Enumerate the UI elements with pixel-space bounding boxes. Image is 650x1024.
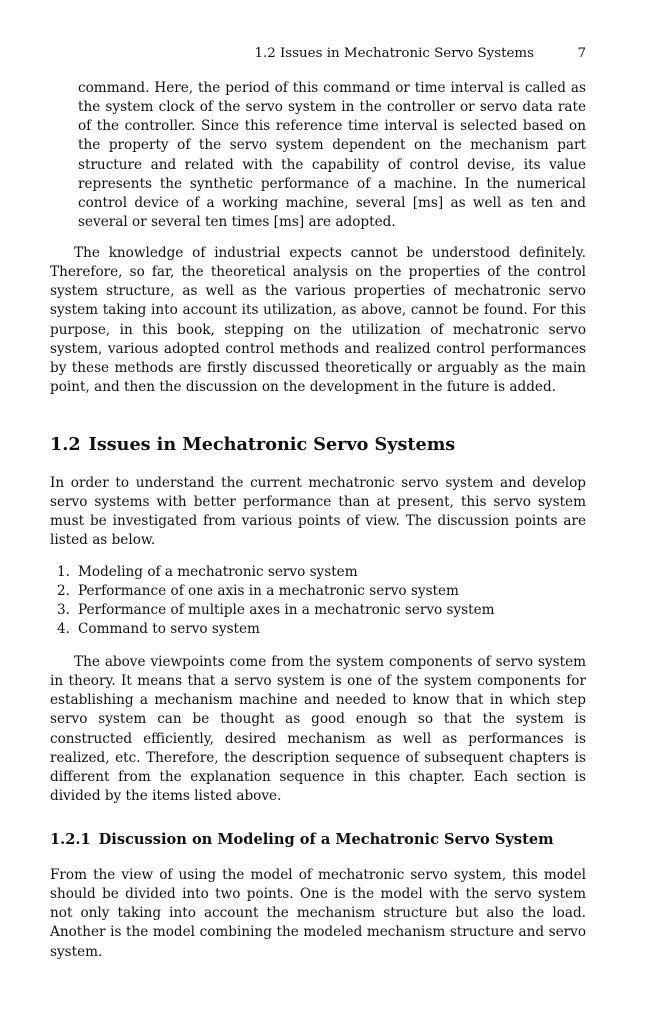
list-item-text: Modeling of a mechatronic servo system	[78, 564, 358, 580]
list-item-text: Performance of one axis in a mechatronic servo system	[78, 583, 459, 600]
list-item	[50, 582, 586, 601]
section-number: 1.2	[50, 434, 81, 455]
paragraph-continued: command. Here, the period of this command or time interval is called as the system clock of the servo system in the controller or servo data rate of the controller. Since this reference time interval is selected based on the property of the servo system dependent on the mechanism part structure and related with the capability of control devise, its value represents the synthetic performance of a machine. In the numerical control device of a working machine, several [ms] as well as ten and several or several ten times [ms] are adopted.	[78, 80, 586, 231]
subsection-heading	[50, 831, 554, 848]
list-item-text: Performance of multiple axes in a mechatronic servo system	[78, 602, 495, 619]
paragraph-discussion-intro: In order to understand the current mechatronic servo system and develop servo systems with better performance than at present, this servo system must be investigated from various points of view. The discussion points are listed as below.	[50, 475, 586, 549]
section-heading	[50, 434, 455, 455]
list-item	[50, 620, 586, 639]
subsection-title: Discussion on Modeling of a Mechatronic Servo System	[98, 831, 554, 848]
list-item-marker: 4.	[57, 621, 70, 638]
section-title: Issues in Mechatronic Servo Systems	[88, 434, 456, 455]
paragraph-viewpoints: The above viewpoints come from the system components of servo system in theory. It means that a servo system is one of the system components for establishing a mechanism machine and needed to know that in which step servo system can be thought as good enough so that the system is constructed efficiently, desired mechanism as well as performances is realized, etc. Therefore, the description sequence of subsequent chapters is different from the explanation sequence in this chapter. Each section is divided by the items listed above.	[50, 654, 586, 805]
list-item-text: Command to servo system	[78, 621, 260, 638]
discussion-points-list	[50, 563, 586, 640]
list-item-marker: 3.	[57, 602, 70, 619]
list-item	[50, 601, 586, 620]
list-item-marker: 1.	[57, 564, 70, 580]
subsection-number: 1.2.1	[50, 831, 91, 848]
list-item	[50, 563, 586, 582]
paragraph-industrial-knowledge: The knowledge of industrial expects cannot be understood definitely. Therefore, so far, the theoretical analysis on the properties of the control system structure, as well as the various properties of mechatronic servo system taking into account its utilization, as above, cannot be found. For this purpose, in this book, stepping on the utilization of mechatronic servo system, various adopted control methods and realized control performances by these methods are firstly discussed theoretically or arguably as the main point, and then the discussion on the development in the future is added.	[50, 245, 586, 396]
paragraph-modeling: From the view of using the model of mechatronic servo system, this model should be divided into two points. One is the model with the servo system not only taking into account the mechanism structure but also the load. Another is the model combining the modeled mechanism structure and servo system.	[50, 867, 586, 960]
list-item-marker: 2.	[57, 583, 70, 600]
running-head	[50, 46, 586, 66]
running-head-title: 1.2 Issues in Mechatronic Servo Systems	[254, 46, 534, 61]
page-number: 7	[577, 46, 586, 61]
